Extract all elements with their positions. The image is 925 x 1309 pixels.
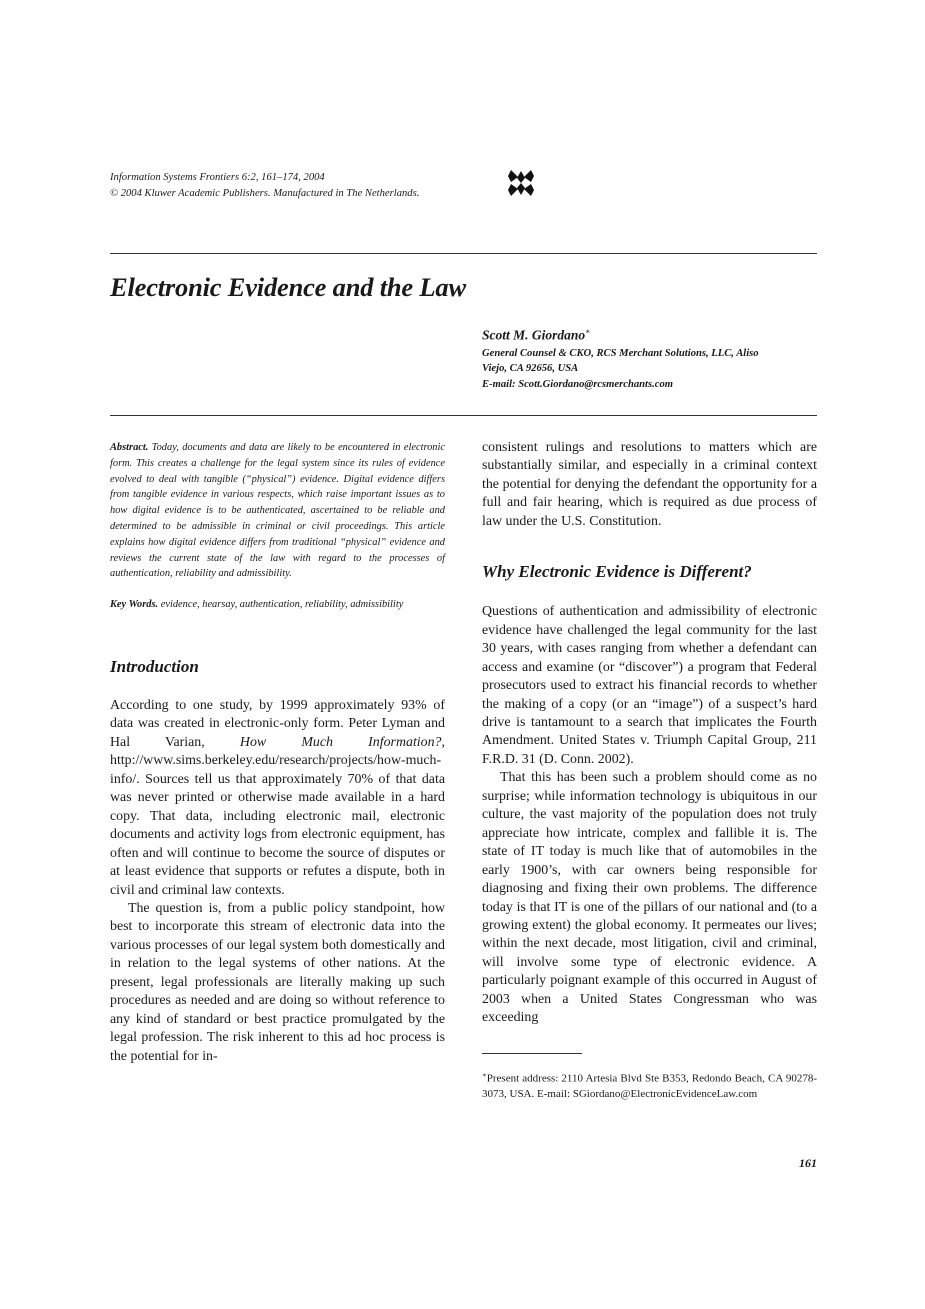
why-different-heading: Why Electronic Evidence is Different? — [482, 562, 752, 582]
why-different-paragraph-1: Questions of authentication and admissibility of electronic evidence have challenged the legal community for the last 30 years, with cases ranging from whether a defendant can access and examine (or “discover”) a program that Federal prosecutors used to extract his financial records to whether the making of a copy (or an “image”) of a suspect’s hard drive is tantamount to a search that implicates the Fourth Amendment. United States v. Triumph Capital Group, 211 F.R.D. 31 (D. Conn. 2002). — [482, 604, 817, 767]
journal-header — [110, 170, 490, 201]
intro-p1-text-b: , http://www.sims.berkeley.edu/research/projects/how-much-info/. Sources tell us that approximately 70% of that data was never printed or otherwise made available in a hard copy. That data, including electronic mail, electronic documents and activity logs from electronic equipment, has often and will continue to become the source of disputes or at least evidence that supports or refutes a dispute, both in civil and criminal law contexts. — [110, 734, 445, 898]
author-affiliation-line1: General Counsel & CKO, RCS Merchant Solutions, LLC, Aliso — [482, 347, 759, 359]
publisher-logo-icon — [507, 168, 535, 198]
copyright-line: © 2004 Kluwer Academic Publishers. Manufactured in The Netherlands. — [110, 187, 420, 199]
introduction-paragraph-1 — [110, 697, 445, 900]
intro-p1-text-a: According to one study, by 1999 approximately 93% of data was created in electronic-only form. Peter Lyman and Hal Varian, — [110, 697, 445, 750]
author-affiliation-line2: Viejo, CA 92656, USA — [482, 363, 579, 374]
abstract-text: Today, documents and data are likely to be encountered in electronic form. This creates a challenge for the legal system since its rules of evidence evolved to deal with tangible (“physical”) evidence. Digital evidence differs from tangible evidence in various respects, which raise important issues as to how digital evidence is to be authenticated, ascertained to be reliable and determined to be admissible in criminal or civil proceedings. This article explains how digital evidence differs from traditional “physical” evidence and reviews the current state of the law with regard to the processes of authentication, reliability and admissibility. — [110, 442, 446, 580]
footnote-rule — [482, 1053, 582, 1054]
header-bottom-rule — [110, 415, 817, 416]
continuation-paragraph: consistent rulings and resolutions to matters which are substantially similar, and especially in a criminal context the potential for denying the defendant the opportunity for a full and fair hearing, which is required as due process of law under the U.S. Constitution. — [482, 440, 817, 529]
footnote-mark: ∗ — [482, 1070, 487, 1079]
author-block — [482, 322, 817, 392]
abstract-label: Abstract. — [110, 442, 149, 453]
journal-citation: Information Systems Frontiers 6:2, 161–174, 2004 — [110, 172, 325, 183]
introduction-heading: Introduction — [110, 656, 199, 676]
why-different-paragraph-2: That this has been such a problem should come as no surprise; while information technology is ubiquitous in our culture, the vast majority of the population does not truly appreciate how intricate, complex and fallible it is. The state of IT today is much like that of automobiles in the early 1900’s, with car owners being responsible for diagnosing and fixing their own problems. The difference today is that IT is one of the pillars of our national and (to a growing extent) the global economy. It permeates our lives; within the next decade, most litigation, civil and criminal, will involve some type of electronic evidence. A particularly poignant example of this occurred in August of 2003 when a United States Congressman who was exceeding — [482, 770, 817, 1026]
abstract — [110, 440, 445, 582]
keywords-label: Key Words. — [110, 599, 159, 611]
introduction-paragraph-2: The question is, from a public policy standpoint, how best to incorporate this stream of electronic data into the various processes of our legal system both domestically and in relation to the legal systems of other nations. At the present, legal professionals are literally making up such procedures as needed and are doing so without reference to any kind of standard or best practice promulgated by the legal profession. The risk inherent to this ad hoc process is the potential for in- — [110, 900, 445, 1064]
right-column — [482, 439, 817, 1102]
page-number: 161 — [799, 1156, 817, 1170]
intro-p1-cited-title: How Much Information? — [239, 734, 442, 750]
keywords — [110, 597, 445, 613]
author-footnote-mark: ∗ — [585, 327, 591, 336]
paper-title: Electronic Evidence and the Law — [110, 272, 466, 302]
left-column — [110, 440, 445, 1066]
top-rule — [110, 253, 817, 254]
footnote-text: Present address: 2110 Artesia Blvd Ste B353, Redondo Beach, CA 90278-3073, USA. E-mail: SGiordano@ElectronicEvidenceLaw.com — [482, 1072, 817, 1101]
author-name: Scott M. Giordano — [482, 327, 586, 343]
author-email: E-mail: Scott.Giordano@rcsmerchants.com — [482, 378, 673, 390]
footnote — [482, 1067, 817, 1103]
keywords-text: evidence, hearsay, authentication, reliability, admissibility — [160, 599, 404, 611]
